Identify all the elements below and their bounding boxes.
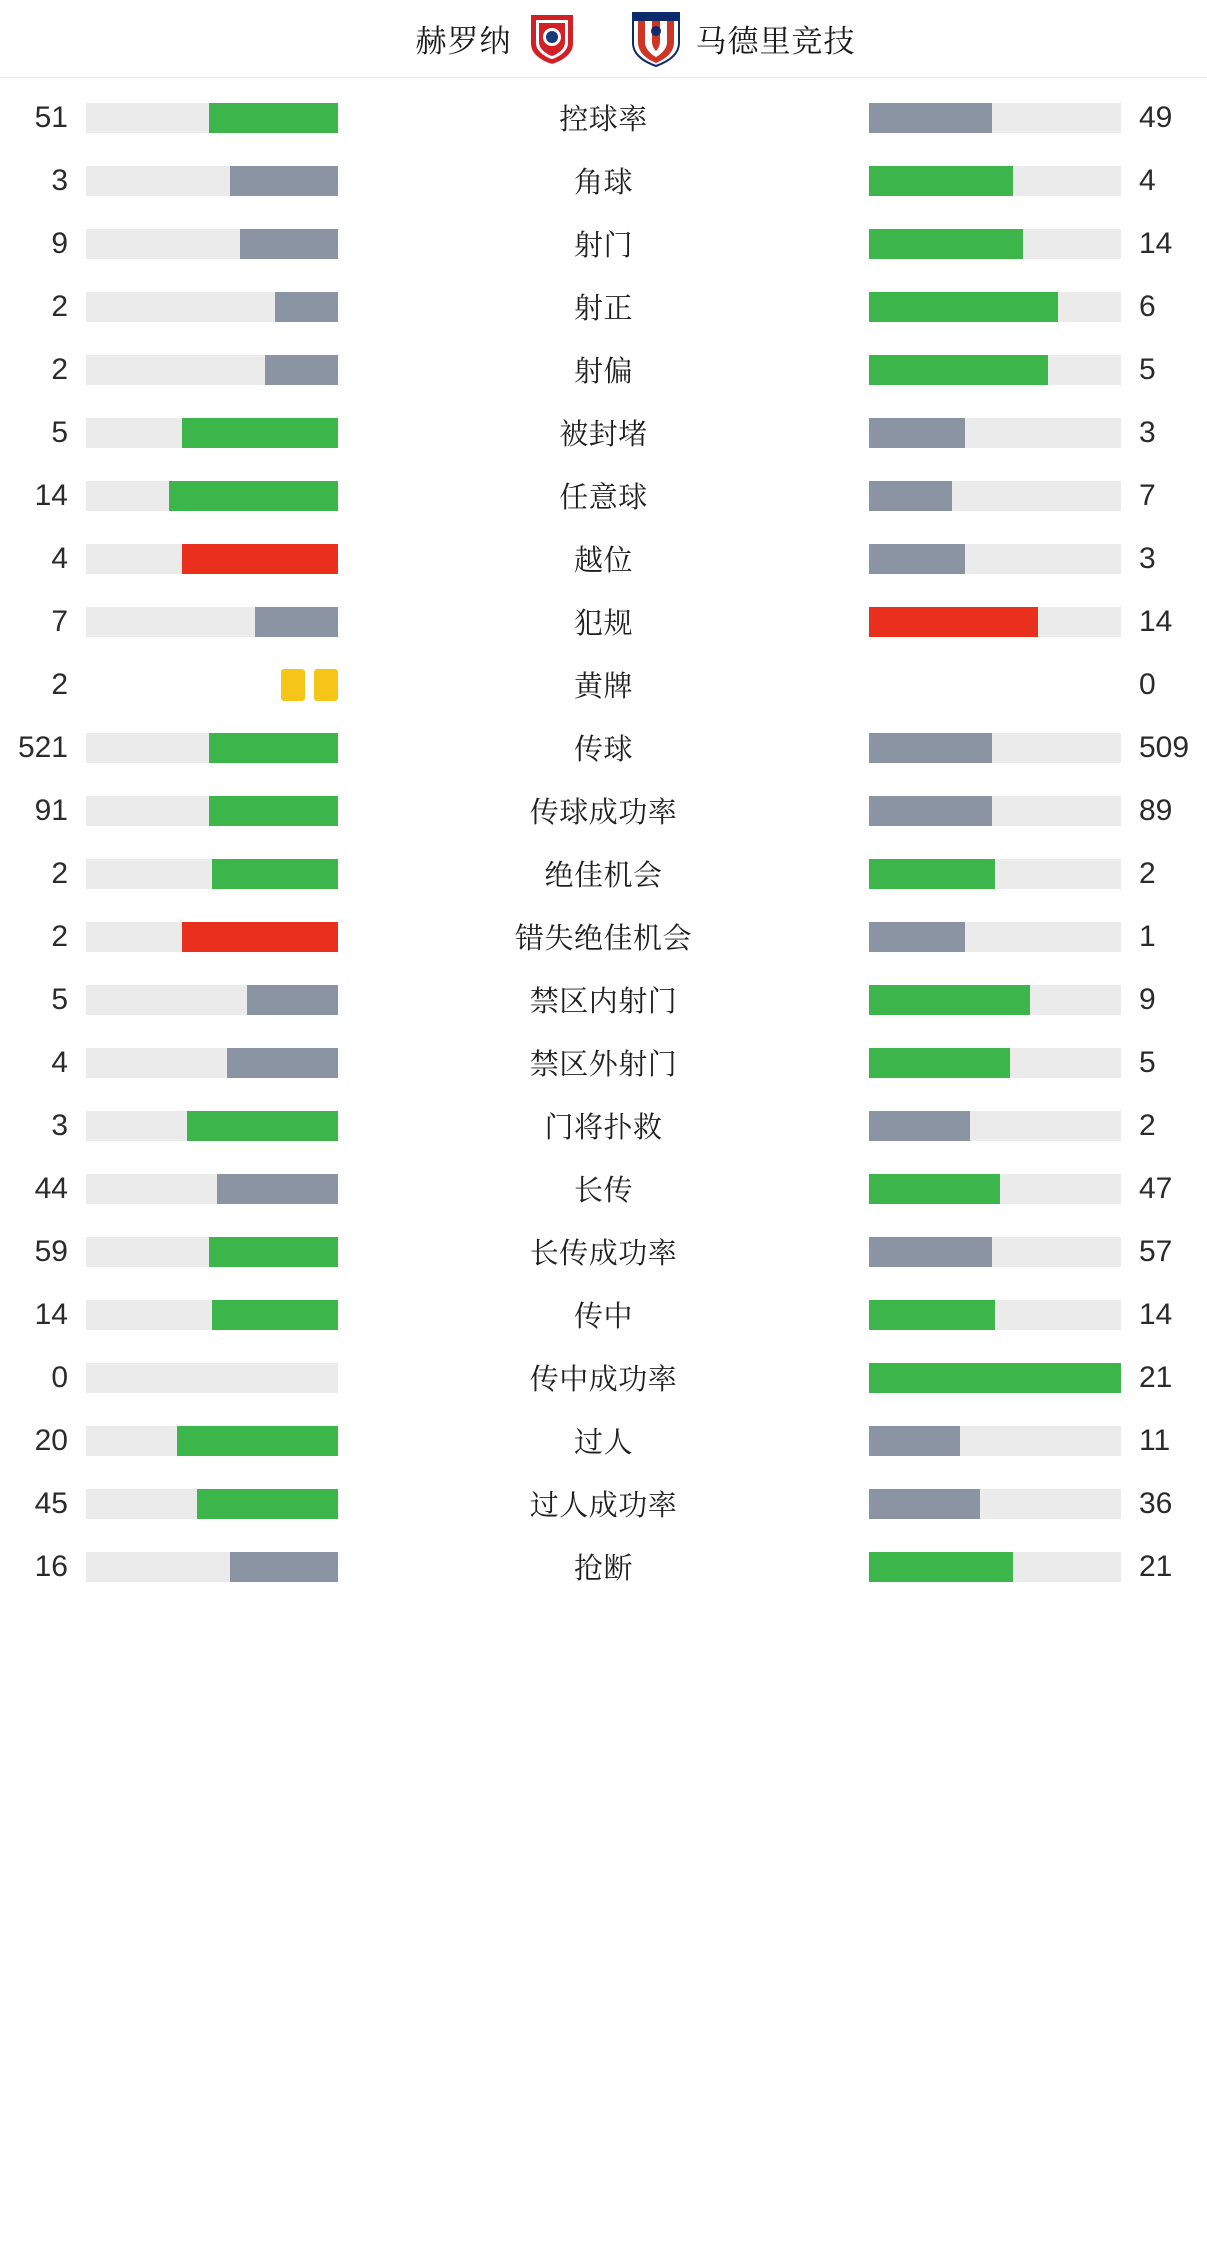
away-bar-track [869,229,1121,259]
home-value: 14 [34,1297,68,1331]
stat-row [0,86,1207,149]
stat-label: 犯规 [573,608,633,640]
home-bar-track [86,1048,338,1078]
stat-row [0,1094,1207,1157]
away-bar-track [869,859,1121,889]
away-value: 9 [1139,982,1156,1016]
home-value: 44 [34,1171,68,1205]
stat-row [0,464,1207,527]
girona-crest-icon [526,11,578,67]
home-bar-track [86,229,338,259]
stat-label: 传球成功率 [529,797,678,829]
away-bar-track [869,1489,1121,1519]
home-bar-track [86,985,338,1015]
home-bar-fill [255,607,338,637]
stat-label: 控球率 [559,104,648,136]
away-value: 14 [1139,604,1173,638]
home-bar-track [86,355,338,385]
home-bar-track [86,418,338,448]
stat-label: 禁区外射门 [529,1049,678,1081]
away-bar-track [869,733,1121,763]
home-bar-fill [169,481,338,511]
stat-row [0,968,1207,1031]
stat-label: 禁区内射门 [529,986,678,1018]
stat-label: 绝佳机会 [544,860,663,892]
home-value: 5 [51,415,68,449]
stat-row [0,905,1207,968]
away-bar-track [869,1300,1121,1330]
away-bar-fill [869,1363,1121,1393]
stat-row [0,527,1207,590]
away-bar-track [869,292,1121,322]
home-value: 45 [34,1486,68,1520]
away-bar-fill [869,544,965,574]
home-bar-fill [247,985,338,1015]
away-value: 0 [1139,667,1156,701]
stat-row [0,1031,1207,1094]
teams-header [0,0,1207,78]
away-bar-fill [869,733,992,763]
home-bar-fill [265,355,338,385]
away-bar-fill [869,1426,960,1456]
yellow-card-icon [314,669,338,701]
home-bar-fill [209,1237,338,1267]
stat-label: 黄牌 [573,671,633,703]
away-bar-fill [869,985,1030,1015]
home-value: 20 [34,1423,68,1457]
home-value: 2 [51,667,68,701]
away-bar-track [869,1111,1121,1141]
home-bar-track [86,922,338,952]
stat-row [0,1283,1207,1346]
away-bar-fill [869,607,1038,637]
home-bar-fill [209,103,338,133]
away-value: 3 [1139,541,1156,575]
home-bar-fill [187,1111,338,1141]
stat-label: 长传成功率 [529,1238,678,1270]
away-bar-fill [869,1300,995,1330]
home-bar-fill [182,418,338,448]
home-bar-track [86,292,338,322]
yellow-card-icon [281,669,305,701]
stat-label: 传中成功率 [529,1364,678,1396]
stat-row [0,1346,1207,1409]
home-bar-track [86,1300,338,1330]
stat-row [0,779,1207,842]
away-bar-fill [869,1237,992,1267]
home-team-name: 赫罗纳 [415,24,512,59]
home-bar-fill [275,292,338,322]
away-bar-fill [869,292,1058,322]
home-value: 5 [51,982,68,1016]
away-bar-track [869,481,1121,511]
away-bar-track [869,922,1121,952]
stat-label: 射偏 [573,356,633,388]
stat-row [0,1535,1207,1598]
home-bar-fill [217,1174,338,1204]
home-bar-fill [182,544,338,574]
away-value: 3 [1139,415,1156,449]
away-bar-fill [869,859,995,889]
stat-row [0,716,1207,779]
home-bar-track [86,859,338,889]
away-team-name: 马德里竞技 [695,24,856,59]
stat-label: 越位 [573,545,633,577]
stat-label: 过人 [573,1427,633,1459]
away-bar-track [869,607,1121,637]
away-bar-track [869,796,1121,826]
home-bar-track [86,166,338,196]
stat-label: 射正 [573,293,633,325]
home-bar-fill [230,1552,338,1582]
stat-label: 门将扑救 [544,1112,663,1144]
away-value: 14 [1139,226,1173,260]
home-yellow-cards [86,670,338,700]
away-value: 2 [1139,856,1156,890]
home-bar-fill [177,1426,338,1456]
home-value: 16 [34,1549,68,1583]
home-value: 2 [51,289,68,323]
away-bar-fill [869,103,992,133]
away-cards-empty [869,670,1121,700]
stat-label: 错失绝佳机会 [514,923,692,955]
away-bar-fill [869,166,1013,196]
away-bar-fill [869,1552,1013,1582]
away-bar-track [869,418,1121,448]
home-bar-fill [227,1048,338,1078]
stat-row [0,1472,1207,1535]
stat-row [0,653,1207,716]
home-value: 91 [34,793,68,827]
home-bar-track [86,481,338,511]
home-bar-track [86,1174,338,1204]
away-value: 21 [1139,1360,1173,1394]
away-bar-fill [869,229,1023,259]
home-bar-fill [240,229,338,259]
stat-row [0,1409,1207,1472]
home-value: 4 [51,541,68,575]
home-value: 9 [51,226,68,260]
away-bar-track [869,166,1121,196]
stat-label: 角球 [573,167,633,199]
stat-row [0,212,1207,275]
away-value: 14 [1139,1297,1173,1331]
away-value: 36 [1139,1486,1173,1520]
home-bar-track [86,544,338,574]
stat-label: 任意球 [559,482,648,514]
away-team [604,11,1024,67]
home-bar-track [86,1489,338,1519]
away-value: 89 [1139,793,1173,827]
home-value: 51 [34,100,68,134]
home-bar-track [86,1426,338,1456]
home-value: 2 [51,856,68,890]
home-value: 3 [51,1108,68,1142]
away-value: 2 [1139,1108,1156,1142]
home-bar-track [86,1237,338,1267]
home-bar-track [86,733,338,763]
home-bar-fill [230,166,338,196]
away-bar-track [869,985,1121,1015]
away-bar-fill [869,796,992,826]
stat-row [0,338,1207,401]
away-bar-track [869,1048,1121,1078]
home-value: 4 [51,1045,68,1079]
away-bar-track [869,355,1121,385]
home-value: 7 [51,604,68,638]
away-value: 11 [1139,1423,1171,1457]
away-value: 49 [1139,100,1173,134]
stat-label: 被封堵 [559,419,648,451]
stat-row [0,590,1207,653]
away-value: 509 [1139,730,1190,764]
home-bar-track [86,1363,338,1393]
away-bar-fill [869,922,965,952]
stat-label: 过人成功率 [529,1490,678,1522]
away-bar-track [869,1426,1121,1456]
away-bar-fill [869,355,1048,385]
away-value: 5 [1139,352,1156,386]
away-value: 5 [1139,1045,1156,1079]
away-bar-fill [869,481,952,511]
away-value: 1 [1139,919,1156,953]
stats-rows [0,78,1207,1598]
away-value: 6 [1139,289,1156,323]
away-bar-track [869,1174,1121,1204]
away-value: 7 [1139,478,1156,512]
stat-row [0,275,1207,338]
away-bar-fill [869,1489,980,1519]
away-bar-track [869,1363,1121,1393]
home-value: 2 [51,919,68,953]
stat-row [0,1220,1207,1283]
away-bar-fill [869,1111,970,1141]
home-bar-fill [197,1489,338,1519]
away-bar-track [869,544,1121,574]
away-value: 4 [1139,163,1156,197]
home-bar-fill [209,796,338,826]
away-bar-track [869,1237,1121,1267]
home-bar-fill [209,733,338,763]
home-team [184,11,604,67]
away-bar-fill [869,1048,1010,1078]
home-value: 59 [34,1234,68,1268]
stat-row [0,1157,1207,1220]
home-value: 2 [51,352,68,386]
home-bar-track [86,1552,338,1582]
home-bar-fill [212,859,338,889]
stat-row [0,149,1207,212]
away-bar-track [869,103,1121,133]
atletico-madrid-crest-icon [630,11,682,67]
home-bar-fill [212,1300,338,1330]
away-bar-fill [869,1174,1000,1204]
home-value: 0 [51,1360,68,1394]
stat-label: 传中 [573,1301,633,1333]
home-value: 14 [34,478,68,512]
away-value: 21 [1139,1549,1173,1583]
away-value: 57 [1139,1234,1173,1268]
home-bar-track [86,1111,338,1141]
home-value: 521 [17,730,68,764]
stat-label: 射门 [573,230,633,262]
away-bar-fill [869,418,965,448]
stat-label: 抢断 [573,1553,633,1585]
stat-label: 传球 [573,734,633,766]
home-value: 3 [51,163,68,197]
home-bar-track [86,796,338,826]
away-value: 47 [1139,1171,1173,1205]
home-bar-fill [182,922,338,952]
home-bar-track [86,103,338,133]
stat-label: 长传 [573,1175,633,1207]
stat-row [0,401,1207,464]
home-bar-track [86,607,338,637]
away-bar-track [869,1552,1121,1582]
stat-row [0,842,1207,905]
